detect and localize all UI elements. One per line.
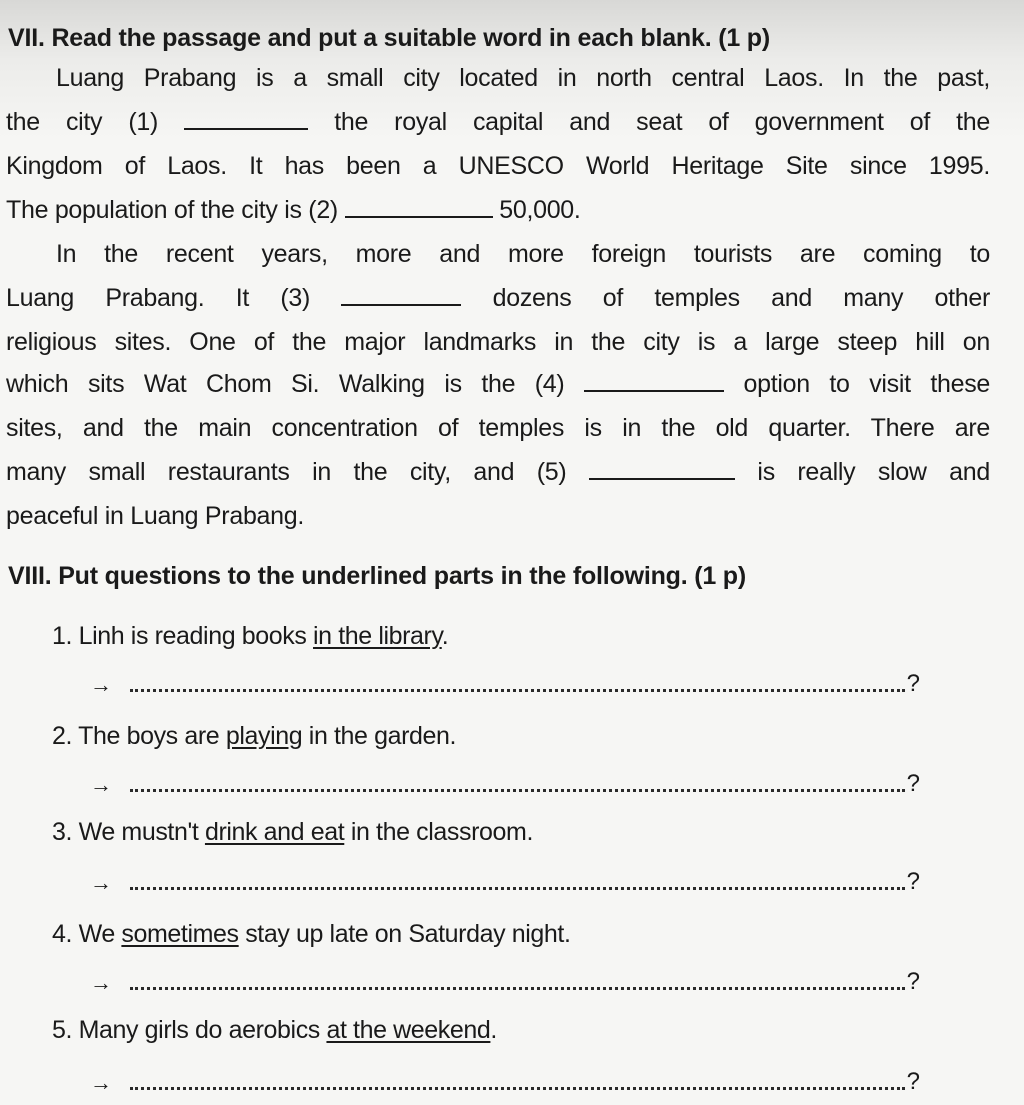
question-3 (52, 818, 533, 847)
passage-text: dozens of temples and many other (461, 284, 990, 312)
passage-text: Luang Prabang. It (3) (6, 284, 342, 312)
section-8-heading: VIII. Put questions to the underlined parts in the following. (1 p) (8, 562, 746, 590)
passage-text: Luang Prabang is a small city located in north central Laos. In the past, (56, 64, 990, 92)
question-mark: ? (906, 968, 920, 995)
question-text: 5. Many girls do aerobics (52, 1016, 327, 1044)
passage-text: which sits Wat Chom Si. Walking is the (4) (6, 370, 584, 398)
question-text: 1. Linh is reading books (52, 622, 314, 650)
answer-line-4[interactable] (90, 966, 920, 996)
passage-line-10 (6, 458, 990, 487)
passage-text: the city (1) (6, 108, 185, 136)
passage-text: In the recent years, more and more foreign tourists are coming to (56, 240, 990, 268)
underlined-part: sometimes (121, 920, 239, 948)
blank-2[interactable] (345, 198, 493, 218)
passage-text: 50,000. (492, 196, 581, 224)
dotted-answer-field[interactable] (130, 789, 905, 792)
question-text: stay up late on Saturday night. (238, 920, 571, 948)
passage-line-9 (6, 414, 990, 443)
question-text: in the garden. (302, 722, 457, 750)
underlined-part: in the library (313, 622, 442, 650)
passage-line-4 (6, 196, 990, 225)
question-mark: ? (906, 670, 920, 697)
dotted-answer-field[interactable] (130, 689, 905, 692)
passage-line-1 (56, 64, 990, 93)
question-mark: ? (906, 868, 920, 895)
passage-text: is really slow and (734, 458, 990, 486)
arrow-icon: → (90, 870, 112, 895)
question-2 (52, 722, 456, 751)
passage-text: peaceful in Luang Prabang. (6, 502, 304, 530)
passage-line-3 (6, 152, 990, 181)
underlined-part: playing (225, 722, 303, 750)
question-mark: ? (906, 1068, 920, 1095)
answer-line-5[interactable] (90, 1066, 920, 1096)
passage-line-11 (6, 502, 990, 531)
passage-line-6 (6, 284, 990, 313)
dotted-answer-field[interactable] (130, 987, 905, 990)
blank-4[interactable] (584, 372, 724, 392)
passage-line-8 (6, 370, 990, 399)
question-4 (52, 920, 571, 949)
arrow-icon: → (90, 1070, 112, 1095)
arrow-icon: → (90, 672, 112, 697)
question-text: . (441, 622, 449, 650)
question-text: 4. We (52, 920, 122, 948)
blank-5[interactable] (589, 460, 735, 480)
section-7-heading: VII. Read the passage and put a suitable word in each blank. (1 p) (8, 24, 770, 52)
arrow-icon: → (90, 772, 112, 797)
answer-line-2[interactable] (90, 768, 920, 798)
passage-line-2 (6, 108, 990, 137)
passage-text: sites, and the main concentration of temples is in the old quarter. There are (6, 414, 990, 442)
blank-3[interactable] (341, 286, 461, 306)
passage-text: the royal capital and seat of government of the (308, 108, 990, 136)
passage-text: many small restaurants in the city, and (5) (6, 458, 589, 486)
passage-line-5 (56, 240, 990, 269)
answer-line-3[interactable] (90, 866, 920, 896)
question-1 (52, 622, 448, 651)
dotted-answer-field[interactable] (130, 1087, 905, 1090)
question-text: in the classroom. (344, 818, 533, 846)
passage-text: option to visit these (723, 370, 990, 398)
passage-text: religious sites. One of the major landmarks in the city is a large steep hill on (6, 328, 990, 356)
passage-line-7 (6, 328, 990, 357)
question-text: 3. We mustn't (52, 818, 205, 846)
passage-text: The population of the city is (2) (6, 196, 345, 224)
underlined-part: at the weekend (326, 1016, 491, 1044)
blank-1[interactable] (184, 110, 308, 130)
passage-text: Kingdom of Laos. It has been a UNESCO World Heritage Site since 1995. (6, 152, 990, 180)
question-5 (52, 1016, 497, 1045)
underlined-part: drink and eat (204, 818, 345, 846)
question-text: 2. The boys are (52, 722, 226, 750)
question-mark: ? (906, 770, 920, 797)
dotted-answer-field[interactable] (130, 887, 905, 890)
answer-line-1[interactable] (90, 668, 920, 698)
question-text: . (490, 1016, 497, 1044)
arrow-icon: → (90, 970, 112, 995)
